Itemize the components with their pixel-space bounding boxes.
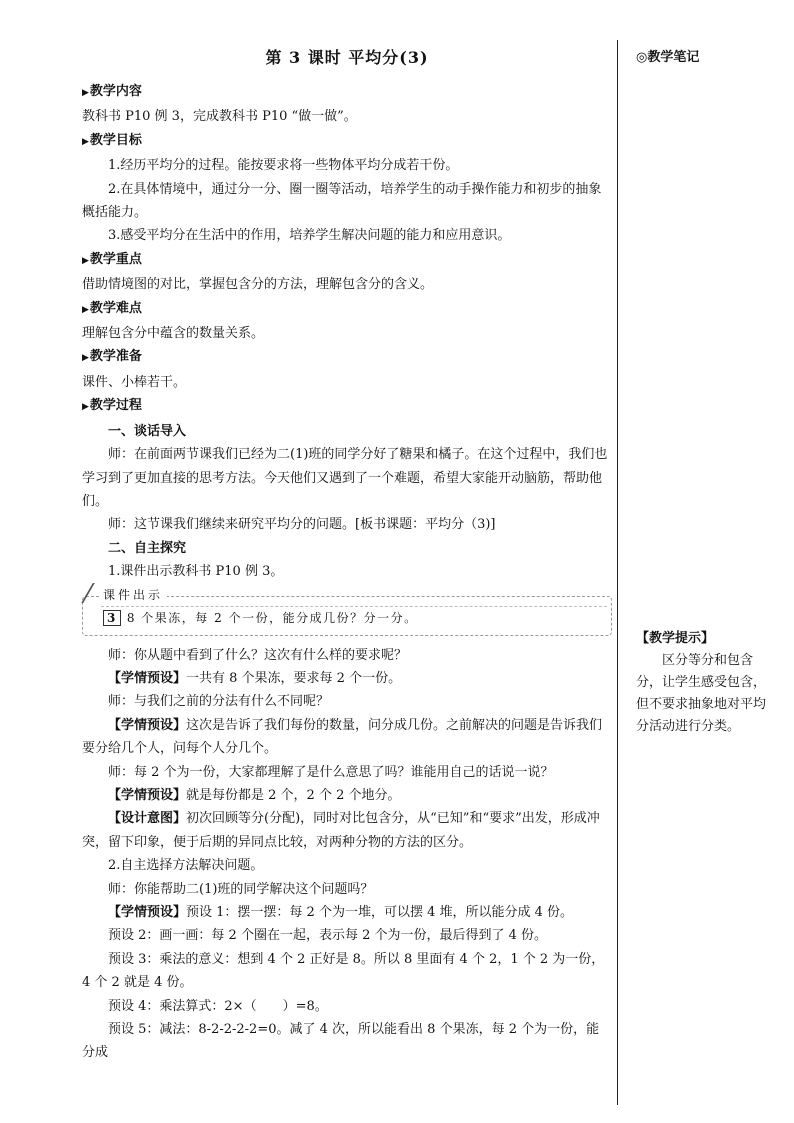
triangle-bullet-icon: ▶ (82, 136, 89, 147)
triangle-bullet-icon: ▶ (82, 402, 89, 413)
paragraph: 预设 5：减法：8-2-2-2-2=0。减了 4 次，所以能看出 8 个果冻，每 2 个为一份，能分成 (82, 1022, 600, 1061)
paragraph: 师：与我们之前的分法有什么不同呢？ (108, 694, 330, 710)
teaching-notes-column (636, 46, 766, 738)
key-text: 借助情境图的对比，掌握包含分的方法，理解包含分的含义。 (82, 277, 434, 293)
goal-1: 1.经历平均分的过程。能按要求将一些物体平均分成若干份。 (108, 158, 459, 174)
example-number: 3 (103, 610, 121, 626)
paragraph: 【学情预设】预设 1：摆一摆：每 2 个为一堆，可以摆 4 堆，所以能分成 4 份。 (108, 905, 574, 920)
tip-title: 【教学提示】 (636, 631, 715, 646)
paragraph: 预设 4：乘法算式：2×（ ）=8。 (108, 998, 328, 1014)
paragraph: 预设 3：乘法的意义：想到 4 个 2 正好是 8。所以 8 里面有 4 个 2，1 个 2 为一份，4 个 2 就是 4 份。 (82, 951, 605, 991)
lesson-plan-main (82, 46, 612, 1065)
content-text: 教科书 P10 例 3，完成教科书 P10 “做一做”。 (82, 109, 357, 125)
triangle-bullet-icon: ▶ (82, 255, 89, 266)
paragraph: 【学情预设】这次是告诉了我们每份的数量，问分成几份。之前解决的问题是告诉我们要分给几个人，问每个人分几个。 (82, 717, 603, 757)
section-explore: 二、自主探究 (108, 540, 187, 556)
paragraph: 师：你从题中看到了什么？这次有什么样的要求呢？ (108, 647, 408, 663)
section-intro: 一、谈话导入 (108, 423, 187, 439)
paragraph: 师：这节课我们继续来研究平均分的问题。[板书课题：平均分（3)] (108, 517, 496, 533)
heading-content: ▶教学内容 (82, 84, 142, 99)
triangle-bullet-icon: ▶ (82, 304, 89, 315)
courseware-box (82, 587, 612, 636)
paragraph: 【学情预设】一共有 8 个果冻，要求每 2 个一份。 (108, 670, 402, 686)
paragraph: 1.课件出示教科书 P10 例 3。 (108, 564, 284, 580)
paragraph: 师：在前面两节课我们已经为二(1)班的同学分好了糖果和橘子。在这个过程中，我们也学习到了更加直接的思考方法。今天他们又遇到了一个难题，希望大家能开动脑筋，帮助他们。 (82, 447, 608, 509)
goal-3: 3.感受平均分在生活中的作用，培养学生解决问题的能力和应用意识。 (108, 228, 511, 244)
box-divider (101, 606, 607, 607)
notes-header: ◎教学笔记 (636, 50, 700, 65)
courseware-label: 课件出示 (99, 586, 167, 603)
heading-goal: ▶教学目标 (82, 132, 142, 148)
goal-2: 2.在具体情境中，通过分一分、圈一圈等活动，培养学生的动手操作能力和初步的抽象概括能力。 (82, 181, 602, 221)
paragraph: 【设计意图】初次回顾等分(分配)，同时对比包含分，从“已知”和“要求”出发，形成冲突，留下印象，便于后期的异同点比较，对两种分物的方法的区分。 (82, 811, 600, 850)
page-title: 第 3 课时 平均分(3) (265, 48, 429, 67)
paragraph: 预设 2：画一画：每 2 个圈在一起，表示每 2 个为一份，最后得到了 4 份。 (108, 928, 548, 944)
triangle-bullet-icon: ▶ (82, 353, 89, 364)
heading-process: ▶教学过程 (82, 398, 142, 414)
heading-key: ▶教学重点 (82, 251, 142, 267)
prep-text: 课件、小棒若干。 (82, 374, 187, 390)
paragraph: 师：你能帮助二(1)班的同学解决这个问题吗？ (108, 881, 374, 897)
heading-difficulty: ▶教学难点 (82, 300, 142, 316)
triangle-bullet-icon: ▶ (82, 88, 89, 98)
difficulty-text: 理解包含分中蕴含的数量关系。 (82, 326, 265, 342)
paragraph: 2.自主选择方法解决问题。 (108, 858, 264, 874)
heading-prep: ▶教学准备 (82, 349, 142, 365)
paragraph: 师：每 2 个为一份，大家都理解了是什么意思了吗？谁能用自己的话说一说？ (108, 764, 554, 780)
column-divider (617, 40, 618, 1105)
tip-text: 区分等分和包含分，让学生感受包含，但不要求抽象地对平均分活动进行分类。 (636, 653, 767, 734)
example-text: 3 8 个果冻，每 2 个一份，能分成几份？分一分。 (103, 609, 418, 626)
paragraph: 【学情预设】就是每份都是 2 个，2 个 2 个地分。 (108, 787, 401, 803)
